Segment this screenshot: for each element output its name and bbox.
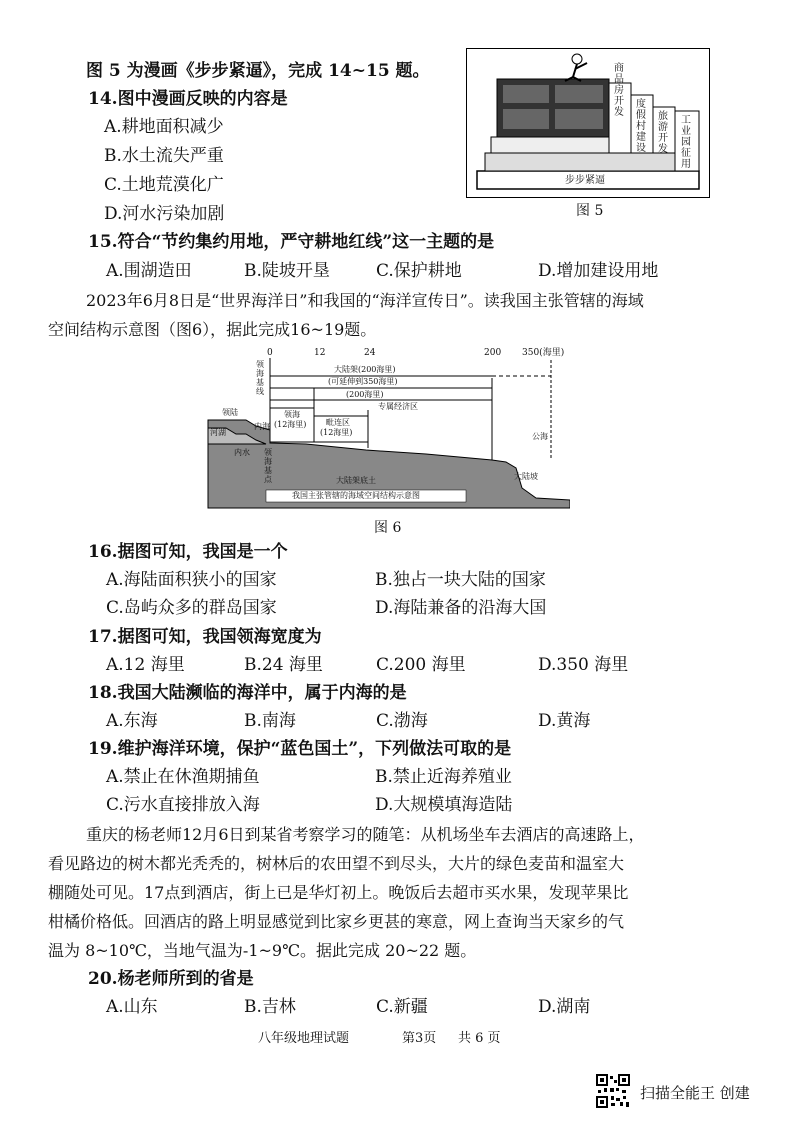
q14-option-a: A.耕地面积减少 (104, 117, 224, 137)
q20-option-d: D.湖南 (538, 997, 591, 1017)
q18-option-c: C.渤海 (376, 711, 428, 731)
fig6-shelf-ext-label: (可延伸到350海里) (328, 377, 398, 386)
fig6-inland-waters-label: 内海 (254, 422, 270, 431)
q20-option-c: C.新疆 (376, 997, 428, 1017)
fig6-slope-label: 大陆坡 (514, 472, 538, 481)
q19-stem: 19.维护海洋环境，保护“蓝色国土”，下列做法可取的是 (88, 739, 512, 759)
fig6-river-label: 河湖 (210, 428, 226, 437)
fig6-shelf-label: 大陆架(200海里) (334, 365, 396, 374)
q20-option-b: B.吉林 (244, 997, 296, 1017)
q20-stem: 20.杨老师所到的省是 (88, 969, 254, 989)
fig6-tick-12: 12 (314, 348, 326, 358)
fig5-label-2: 度假村建设 (636, 99, 646, 154)
q18-option-b: B.南海 (244, 711, 296, 731)
q16-option-a: A.海陆面积狭小的国家 (106, 570, 277, 590)
q15-stem: 15.符合“节约集约用地，严守耕地红线”这一主题的是 (88, 232, 495, 252)
figure-5 (466, 48, 710, 198)
fig6-contiguous-label: 毗连区 (326, 418, 350, 427)
q19-option-d: D.大规模填海造陆 (375, 795, 513, 815)
fig6-tick-200: 200 (484, 348, 502, 358)
q16-stem: 16.据图可知，我国是一个 (88, 542, 288, 562)
fig5-label-3: 旅游开发 (658, 111, 668, 155)
q17-option-b: B.24 海里 (244, 655, 323, 675)
q17-stem: 17.据图可知，我国领海宽度为 (88, 627, 322, 647)
passage-line-2: 看见路边的树木都光秃秃的，树林后的农田望不到尽头，大片的绿色麦苗和温室大 (48, 854, 625, 873)
fig6-tick-0: 0 (267, 348, 273, 358)
q14-stem: 14.图中漫画反映的内容是 (88, 89, 288, 109)
q18-stem: 18.我国大陆濒临的海洋中，属于内海的是 (88, 683, 407, 703)
q17-option-a: A.12 海里 (106, 655, 185, 675)
q19-option-c: C.污水直接排放入海 (106, 795, 260, 815)
fig6-shelf-bottom-label: 大陆架底土 (336, 476, 376, 485)
figure-6 (206, 348, 570, 516)
q18-option-d: D.黄海 (538, 711, 591, 731)
q19-option-a: A.禁止在休渔期捕鱼 (106, 767, 260, 787)
q16-option-c: C.岛屿众多的群岛国家 (106, 598, 277, 618)
fig6-intro-line1: 2023年6月8日是“世界海洋日”和我国的“海洋宣传日”。读我国主张管辖的海域 (86, 291, 644, 310)
fig6-title: 我国主张管辖的海域空间结构示意图 (292, 491, 420, 500)
passage-line-3: 棚随处可见。17点到酒店，街上已是华灯初上。晚饭后去超市买水果，发现苹果比 (48, 883, 629, 902)
fig6-base-point-label: 领海基点 (264, 448, 272, 484)
fig5-bottom-label: 步步紧逼 (565, 175, 605, 186)
q19-option-b: B.禁止近海养殖业 (375, 767, 512, 787)
passage-line-5: 温为 8~10℃，当地气温为-1~9℃。据此完成 20~22 题。 (48, 941, 477, 960)
q15-option-a: A.围湖造田 (106, 261, 192, 281)
scanner-watermark: 扫描全能王 创建 (640, 1084, 750, 1102)
fig6-inland-label: 内水 (234, 448, 250, 457)
q16-option-d: D.海陆兼备的沿海大国 (375, 598, 547, 618)
fig6-tick-24: 24 (364, 348, 376, 358)
fig6-eez-range-label: (200海里) (346, 390, 384, 399)
fig6-eez-label: 专属经济区 (378, 402, 418, 411)
q14-option-c: C.土地荒漠化广 (104, 175, 224, 195)
fig6-high-seas-label: 公海 (532, 432, 548, 441)
fig6-territorial-nm-label: (12海里) (274, 420, 307, 429)
passage-line-1: 重庆的杨老师12月6日到某省考察学习的随笔：从机场坐车去酒店的高速路上， (86, 825, 645, 844)
fig6-intro-line2: 空间结构示意图（图6），据此完成16~19题。 (48, 320, 377, 339)
fig6-contiguous-nm-label: (12海里) (320, 428, 353, 437)
q16-option-b: B.独占一块大陆的国家 (375, 570, 546, 590)
fig6-territorial-label: 领海 (284, 410, 300, 419)
fig6-land-label: 领陆 (222, 408, 238, 417)
qr-code-icon (596, 1074, 630, 1108)
q14-option-d: D.河水污染加剧 (104, 204, 225, 224)
fig5-intro: 图 5 为漫画《步步紧逼》，完成 14~15 题。 (86, 61, 430, 81)
passage-line-4: 柑橘价格低。回酒店的路上明显感觉到比家乡更甚的寒意，网上查询当天家乡的气 (48, 912, 625, 931)
fig6-tick-350: 350(海里) (522, 348, 565, 358)
footer-page: 第3页 (402, 1031, 437, 1046)
q20-option-a: A.山东 (106, 997, 158, 1017)
fig5-label-4: 工业园征用 (681, 115, 691, 170)
q18-option-a: A.东海 (106, 711, 158, 731)
fig5-label-1: 商品房开发 (614, 63, 624, 118)
q14-option-b: B.水土流失严重 (104, 146, 224, 166)
footer-subject: 八年级地理试题 (258, 1031, 350, 1046)
fig6-caption: 图 6 (374, 520, 402, 536)
fig5-caption: 图 5 (576, 203, 604, 219)
fig6-baseline-label: 领海基线 (256, 360, 264, 396)
q17-option-c: C.200 海里 (376, 655, 466, 675)
footer-total: 共 6 页 (458, 1031, 501, 1046)
q15-option-b: B.陡坡开垦 (244, 261, 330, 281)
q17-option-d: D.350 海里 (538, 655, 629, 675)
q15-option-d: D.增加建设用地 (538, 261, 659, 281)
q15-option-c: C.保护耕地 (376, 261, 462, 281)
